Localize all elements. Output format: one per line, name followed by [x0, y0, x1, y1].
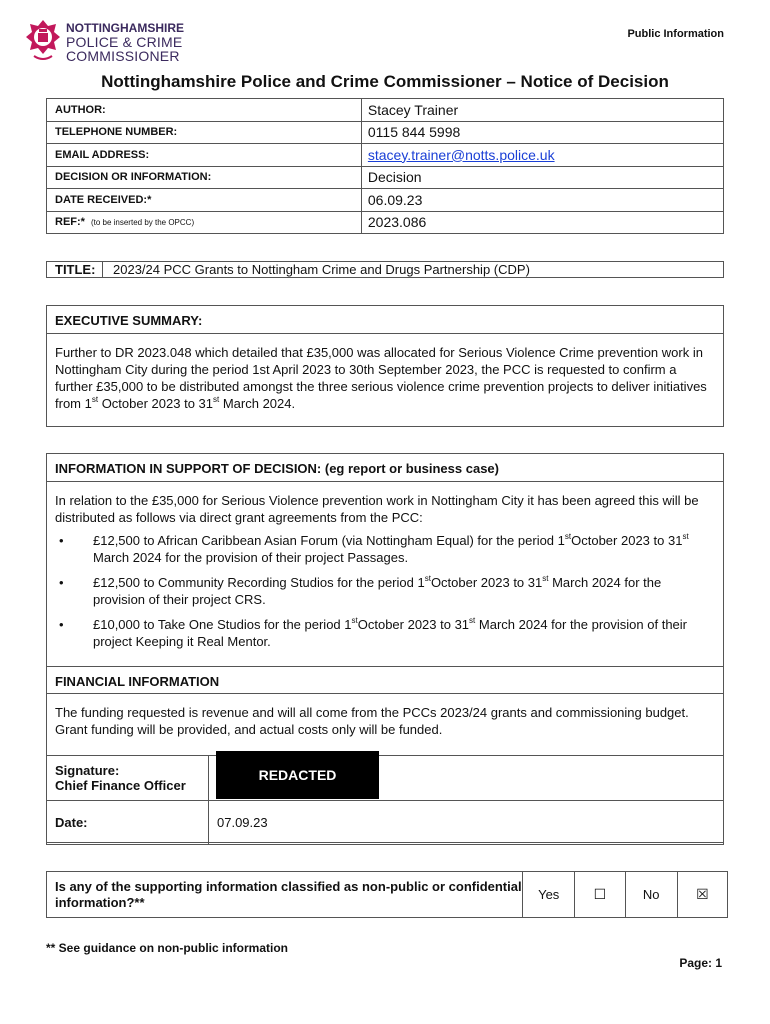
redacted-signature: REDACTED — [216, 751, 379, 799]
email-link[interactable]: stacey.trainer@notts.police.uk — [367, 146, 555, 163]
information-intro: In relation to the £35,000 for Serious Violence prevention work in Nottingham City it has been agreed this will be distributed as follows via direct grant agreements from the PCC: — [55, 493, 699, 525]
financial-text: The funding requested is revenue and will all come from the PCCs 2023/24 grants and commissioning budget. Grant funding will be provided, and actual costs only will be funded. — [55, 705, 689, 737]
ref-label: REF:* — [55, 216, 85, 229]
telephone-label: TELEPHONE NUMBER: — [47, 121, 362, 144]
table-row — [47, 99, 724, 122]
date-received-value: 06.09.23 — [361, 189, 723, 212]
no-label: No — [625, 872, 677, 918]
table-row — [47, 121, 724, 144]
list-item: • £12,500 to Community Recording Studios for the period 1stOctober 2023 to 31st March 2024 for the provision of their project CRS. — [55, 574, 715, 608]
decision-or-information-value: Decision — [361, 166, 723, 189]
grant-list — [55, 532, 715, 650]
list-item: • £12,500 to African Caribbean Asian Forum (via Nottingham Equal) for the period 1stOctober 2023 to 31st March 2024 for the provision of their project Passages. — [55, 532, 715, 566]
yes-label: Yes — [523, 872, 575, 918]
police-crest-icon — [24, 18, 62, 66]
classification-label: Public Information — [627, 28, 724, 40]
information-heading: INFORMATION IN SUPPORT OF DECISION: (eg report or business case) — [47, 454, 723, 482]
table-row — [47, 189, 724, 212]
telephone-value: 0115 844 5998 — [361, 121, 723, 144]
executive-summary-section — [46, 305, 724, 427]
no-checkbox[interactable]: ☒ — [677, 872, 727, 918]
author-details-table — [46, 98, 724, 234]
pcc-logo — [24, 18, 184, 66]
decision-title-table — [46, 261, 724, 278]
table-row — [47, 144, 724, 167]
title-value: 2023/24 PCC Grants to Nottingham Crime and Drugs Partnership (CDP) — [103, 262, 724, 278]
logo-line-3: COMMISSIONER — [66, 48, 180, 64]
list-item: • £10,000 to Take One Studios for the period 1stOctober 2023 to 31st March 2024 for the provision of their project Keeping it Real Mentor. — [55, 616, 715, 650]
executive-summary-text: Further to DR 2023.048 which detailed that £35,000 was allocated for Serious Violence Crime prevention work in Nottingham City during the period 1st April 2023 to 30th September 2023, the PCC is requested to confirm a further £35,000 to be distributed amongst the three serious violence crime prevention projects to deliver initiatives from 1st October 2023 to 31st March 2024. — [55, 345, 707, 411]
logo-line-2: POLICE & CRIME — [66, 34, 183, 50]
page-number: Page: 1 — [679, 956, 722, 970]
signature-table — [46, 755, 724, 845]
financial-heading: FINANCIAL INFORMATION — [47, 666, 723, 694]
ref-value: 2023.086 — [361, 211, 723, 234]
email-label: EMAIL ADDRESS: — [47, 144, 362, 167]
classified-question: Is any of the supporting information classified as non-public or confidential information?** — [47, 872, 523, 918]
author-label: AUTHOR: — [47, 99, 362, 122]
executive-summary-heading: EXECUTIVE SUMMARY: — [47, 306, 723, 334]
date-received-label: DATE RECEIVED:* — [47, 189, 362, 212]
decision-or-information-label: DECISION OR INFORMATION: — [47, 166, 362, 189]
title-label: TITLE: — [47, 262, 103, 278]
table-row — [47, 211, 724, 234]
date-label: Date: — [47, 801, 209, 845]
ref-note: (to be inserted by the OPCC) — [90, 218, 195, 228]
signatory-role: Chief Finance Officer — [55, 778, 186, 793]
yes-checkbox[interactable]: ☐ — [575, 872, 625, 918]
logo-line-1: NOTTINGHAMSHIRE — [66, 21, 184, 35]
author-value: Stacey Trainer — [361, 99, 723, 122]
table-row — [47, 166, 724, 189]
classified-info-table — [46, 871, 728, 918]
guidance-note: ** See guidance on non-public information — [46, 941, 289, 955]
page-title: Nottinghamshire Police and Crime Commissioner – Notice of Decision — [101, 72, 669, 91]
signature-label: Signature: — [55, 763, 120, 778]
date-value: 07.09.23 — [209, 801, 724, 845]
